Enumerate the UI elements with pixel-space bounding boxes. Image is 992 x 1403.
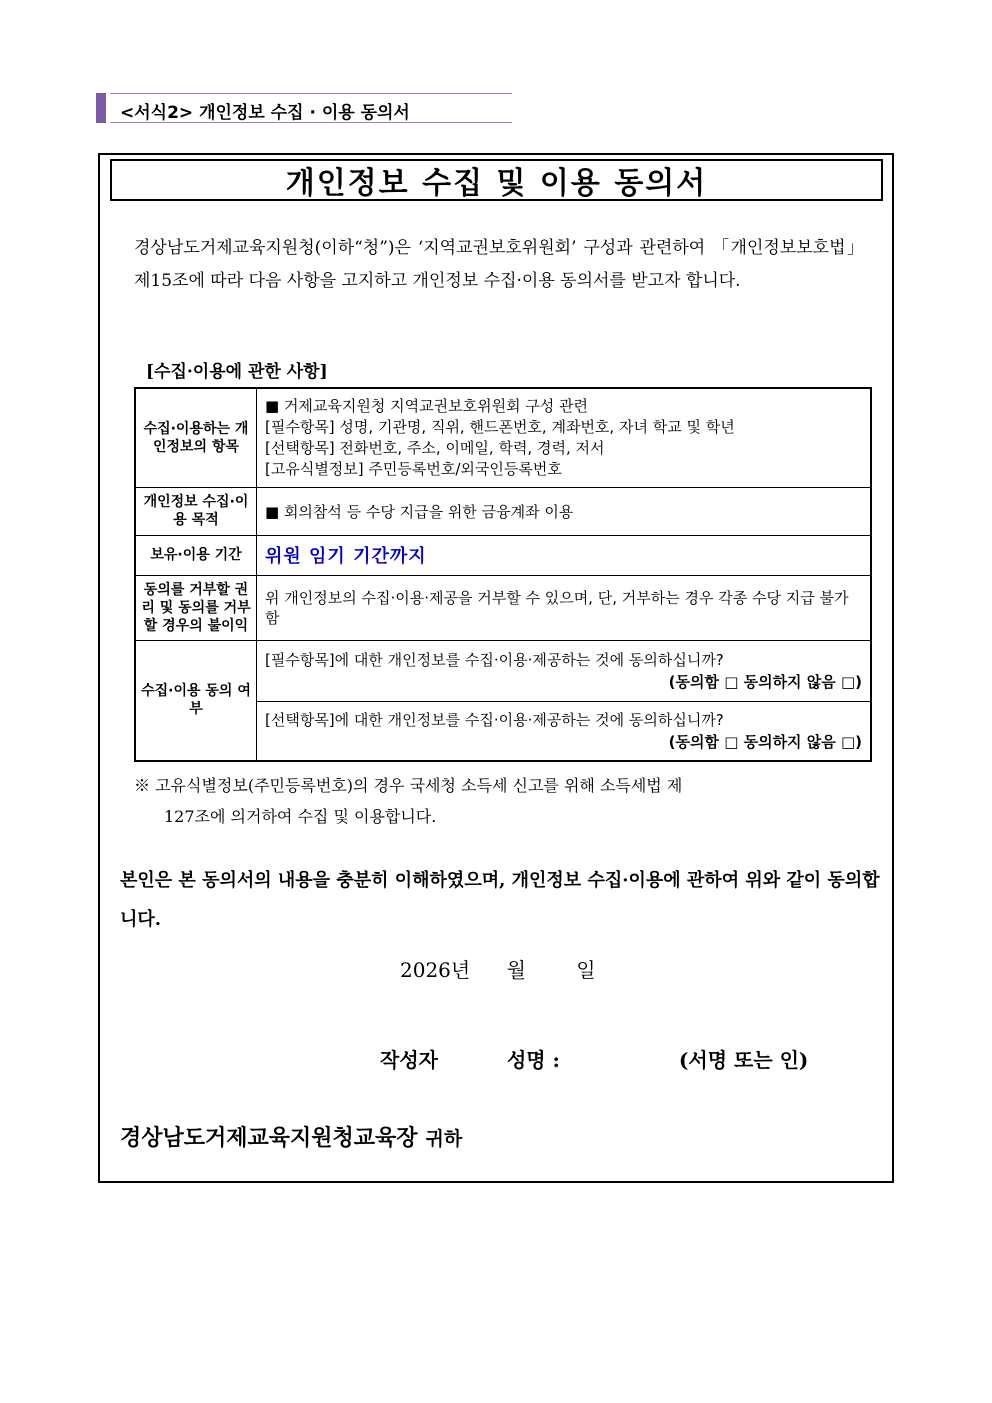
refusal-header: 동의를 거부할 권리 및 동의를 거부할 경우의 불이익 [135,575,257,640]
table-row-refusal [135,575,871,640]
table-row-consent-required [135,640,871,701]
table-row-purpose [135,487,871,535]
purpose-header: 개인정보 수집·이용 목적 [135,487,257,535]
unique-id-note [134,770,872,832]
items-line: [선택항목] 전화번호, 주소, 이메일, 학력, 경력, 저서 [265,438,605,457]
date-day: 일 [576,958,596,982]
name-label: 성명 : [506,1048,560,1072]
form-tag-top-rule [110,93,512,94]
consent-optional-cell [257,701,872,761]
page-title: 개인정보 수집 및 이용 동의서 [285,166,708,201]
items-cell [257,388,872,487]
items-line: [고유식별정보] 주민등록번호/외국인등록번호 [265,459,562,478]
form-tag-bar [96,93,106,123]
title-box [110,159,883,201]
consent-form-frame [98,153,894,1183]
note-line-2: 127조에 의거하여 수집 및 이용합니다. [164,807,437,826]
date-year: 2026년 [400,958,471,982]
info-table [134,387,872,762]
consent-required-cell [257,640,872,701]
recipient-line [120,1121,462,1152]
writer-label: 작성자 [380,1048,438,1072]
refusal-value: 위 개인정보의 수집·이용·제공을 거부할 수 있으며, 단, 거부하는 경우 각종 수당 지급 불가함 [257,575,872,640]
intro-paragraph: 경상남도거제교육지원청(이하“청”)은 ‘지역교권보호위원회’ 구성과 관련하여 「개인정보보호법」 제15조에 따라 다음 사항을 고지하고 개인정보 수집·이용 동의서를 받고자 합니다. [134,238,864,291]
retention-header: 보유·이용 기간 [135,535,257,575]
consent-required-options[interactable]: (동의함 □ 동의하지 않음 □) [668,672,862,691]
form-tag [96,93,512,123]
purpose-value: ■ 회의참석 등 수당 지급을 위한 금융계좌 이용 [257,487,872,535]
recipient-suffix: 귀하 [425,1128,463,1150]
date-line [400,954,596,983]
table-row-items [135,388,871,487]
writer-line [380,1044,808,1073]
retention-cell [257,535,872,575]
sign-hint: (서명 또는 인) [678,1048,809,1072]
consent-optional-question: [선택항목]에 대한 개인정보를 수집·이용·제공하는 것에 동의하십니까? [265,710,724,729]
consent-header: 수집·이용 동의 여부 [135,640,257,761]
items-line: [필수항목] 성명, 기관명, 직위, 핸드폰번호, 계좌번호, 자녀 학교 및 학년 [265,417,735,436]
table-row-retention [135,535,871,575]
note-line-1: ※ 고유식별정보(주민등록번호)의 경우 국세청 소득세 신고를 위해 소득세법 제 [134,776,683,795]
items-line: ■ 거제교육지원청 지역교권보호위원회 구성 관련 [265,396,589,415]
section-header: [수집·이용에 관한 사항] [146,362,328,382]
recipient-name: 경상남도거제교육지원청교육장 [120,1125,418,1151]
date-month: 월 [506,958,526,982]
agreement-statement: 본인은 본 동의서의 내용을 충분히 이해하였으며, 개인정보 수집·이용에 관하여 위와 같이 동의합니다. [120,870,880,930]
form-tag-label: <서식2> 개인정보 수집 · 이용 동의서 [120,103,410,123]
retention-value: 위원 임기 기간까지 [265,546,427,567]
items-header: 수집·이용하는 개인정보의 항목 [135,388,257,487]
consent-required-question: [필수항목]에 대한 개인정보를 수집·이용·제공하는 것에 동의하십니까? [265,650,724,669]
consent-optional-options[interactable]: (동의함 □ 동의하지 않음 □) [668,732,862,751]
